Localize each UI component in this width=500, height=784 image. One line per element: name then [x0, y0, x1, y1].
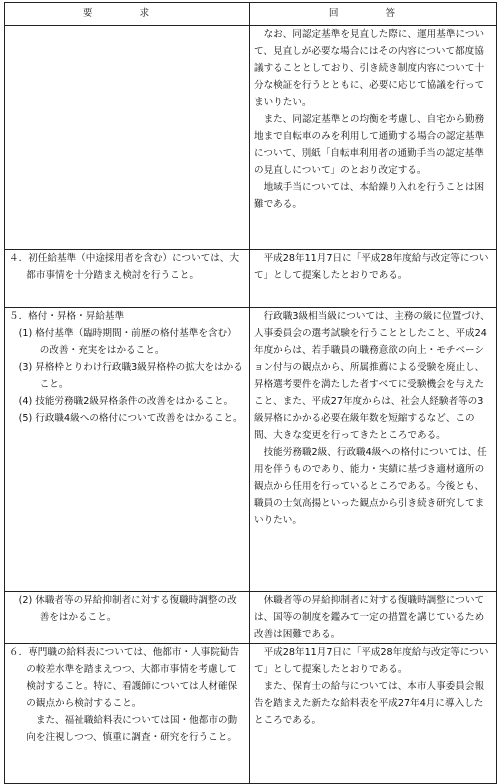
answer-paragraph: 平成28年11月7日に「平成28年度給与改定等について」として提案したとおりである。	[254, 647, 489, 675]
request-cell	[5, 250, 250, 308]
answer-paragraph: 技能労務職2級、行政職4級への格付については、任用を伴うものであり、能力・実績に基づき適材適所の観点から任用を行っているところである。今後とも、職員の士気高揚といった観点から引き続き研究してまいりたい。	[254, 447, 487, 526]
request-item: (4) 技能労務職2級昇格条件の改善をはかること。	[18, 396, 234, 407]
header-request: 要 求	[5, 3, 250, 26]
answer-cell	[250, 26, 497, 250]
table-row	[5, 644, 497, 784]
request-paragraph: また、福祉職給料表については国・他都市の動向を注視しつつ、慎重に調査・研究を行うこと。	[26, 715, 238, 743]
request-item: (3) 昇格枠とりわけ行政職3級昇格枠の拡大をはかること。	[18, 362, 243, 390]
answer-cell	[250, 308, 497, 592]
table-row	[5, 250, 497, 308]
answer-paragraph: 地域手当については、本給繰り入れを行うことは困難である。	[254, 182, 485, 210]
answer-cell	[250, 644, 497, 784]
table-row	[5, 308, 497, 592]
answer-paragraph: また、保育士の給与については、本市人事委員会報告を踏まえた新たな給料表を平成27年4月に導入したところである。	[254, 681, 485, 726]
request-paragraph: ４．初任給基準（中途採用者を含む）については、大都市事情を十分踏まえ検討を行うこと。	[9, 253, 240, 281]
table-row	[5, 26, 497, 250]
answer-cell	[250, 592, 497, 644]
header-answer: 回 答	[250, 3, 497, 26]
table-row	[5, 592, 497, 644]
answer-cell	[250, 250, 497, 308]
request-item: (5) 行政職4級への格付について改善をはかること。	[18, 413, 243, 424]
request-cell	[5, 308, 250, 592]
answer-paragraph: 平成28年11月7日に「平成28年度給与改定等について」として提案したとおりである。	[254, 253, 489, 281]
answer-paragraph: 休職者等の昇給抑制者に対する復職時調整については、国等の制度を鑑みて一定の措置を講じているため改善は困難である。	[254, 595, 485, 640]
request-cell	[5, 592, 250, 644]
request-cell-empty	[5, 26, 250, 250]
answer-paragraph: また、同認定基準との均衡を考慮し、自宅から勤務地まで自転車のみを利用して通勤する場合の認定基準について、別紙「自転車利用者の通勤手当の認定基準の見直しについて」のとおり改定する。	[254, 114, 485, 176]
request-paragraph: ６．専門職の給料表については、他都市・人事院勧告の較差水準を踏まえつつ、大都市事情を考慮して検討すること。特に、看護師については人材確保の観点から検討すること。	[9, 647, 240, 709]
answer-paragraph: 行政職3級相当級については、主務の級に位置づけ、人事委員会の選考試験を行うこととしたこと、平成24年度からは、若手職員の職務意欲の向上・モチベーション付与の観点から、所属推薦による受験を廃止し、昇格選考要件を満たした者すべてに受験機会を与えたこと、また、平成27年度からは、社会人経験者等の3級昇格にかかる必要在級年数を短縮するなど、この間、大きな変更を行ってきたところである。	[254, 311, 490, 441]
answer-paragraph: なお、同認定基準を見直した際に、運用基準について、見直しが必要な場合にはその内容について都度協議することとしており、引き続き制度内容について十分な検証を行うとともに、必要に応じて協議を行ってまいりたい。	[254, 29, 485, 108]
request-item: (1) 格付基準（臨時期間・前歴の格付基準を含む）の改善・充実をはかること。	[18, 328, 237, 356]
request-paragraph: (2) 休職者等の昇給抑制者に対する復職時調整の改善をはかること。	[18, 595, 237, 623]
request-cell	[5, 644, 250, 784]
request-answer-table	[4, 2, 497, 784]
table-header-row	[5, 3, 497, 26]
request-title: ５．格付・昇格・昇給基準	[9, 311, 125, 322]
